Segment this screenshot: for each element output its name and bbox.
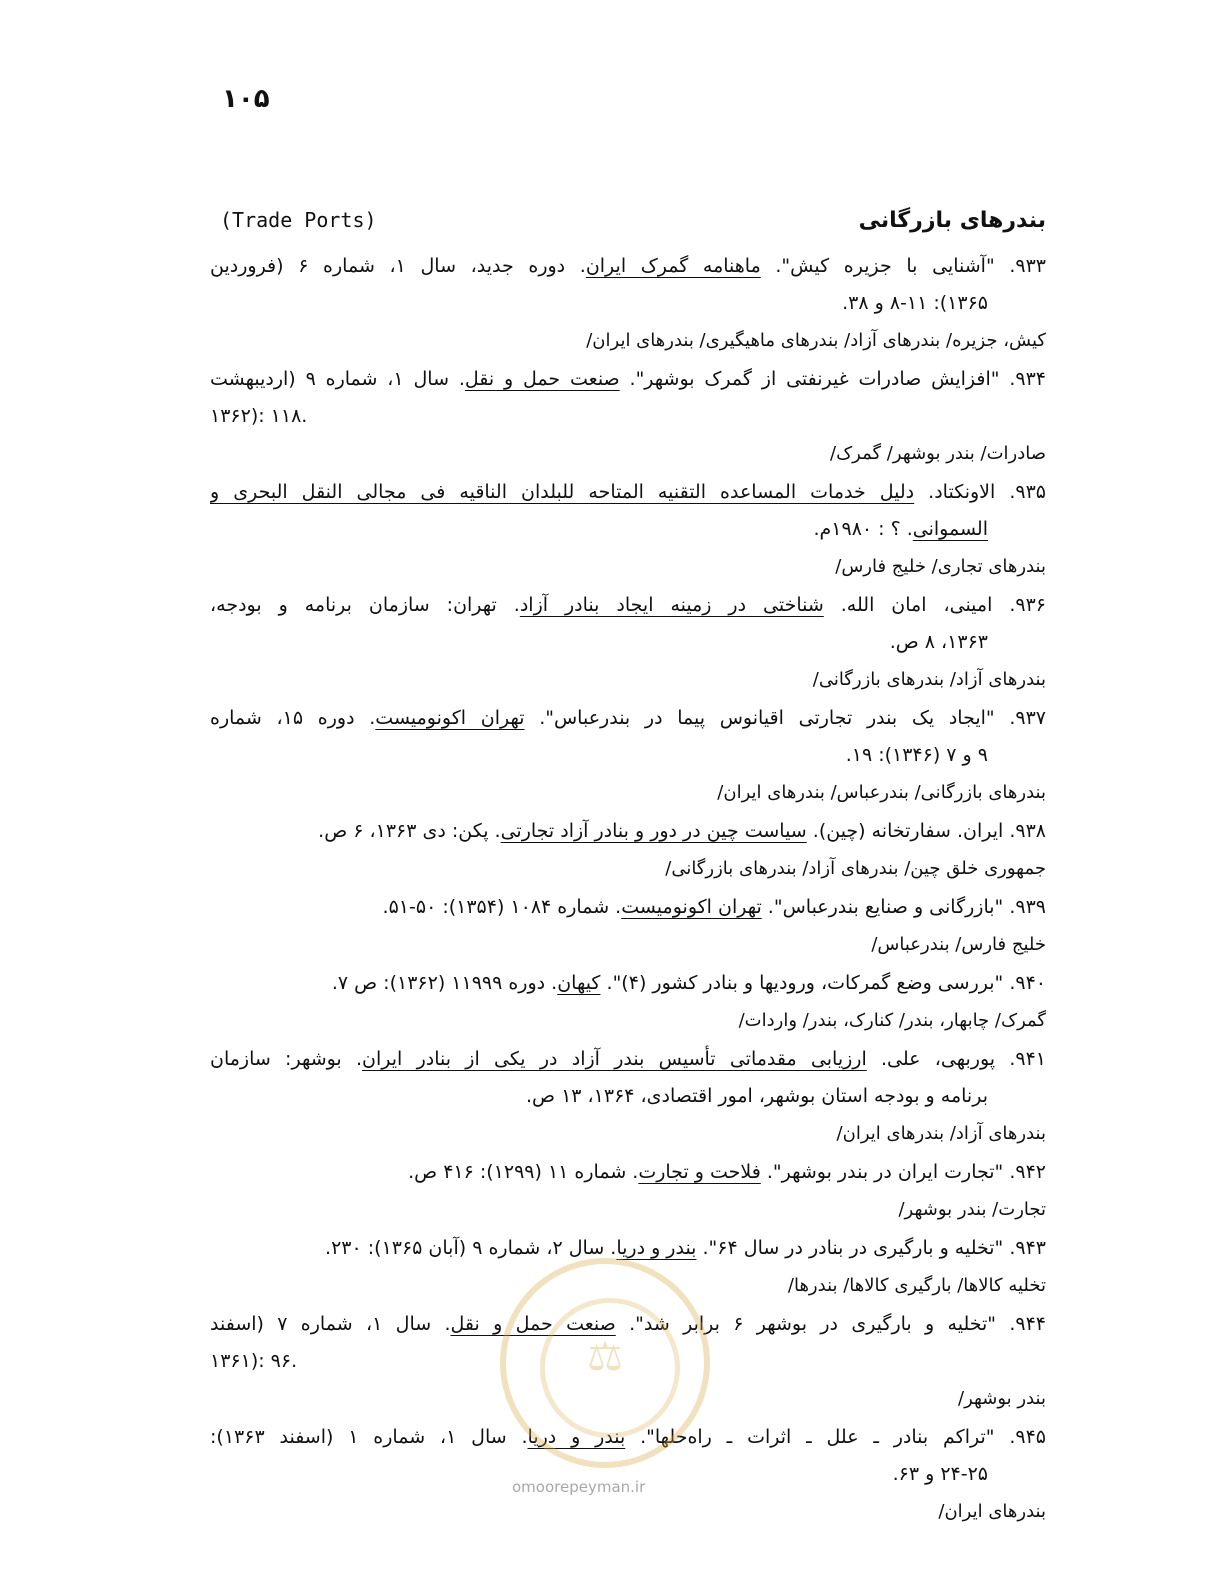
entry-subjects: بندرهای تجاری/ خلیج فارس/ [835, 556, 1046, 577]
entry-citation-line [210, 587, 1046, 624]
entry-text: . دوره جدید، سال ۱، شماره ۶ (فروردین [210, 255, 586, 277]
entry-subjects: بندر بوشهر/ [958, 1388, 1046, 1409]
entry-subjects: بندرهای بازرگانی/ بندرعباس/ بندرهای ایران/ [717, 782, 1046, 803]
entry-text: ۹۴۵. "تراکم بنادر ـ علل ـ اثرات ـ راه‌حلها". [625, 1426, 1046, 1448]
entry-subjects: جمهوری خلق چین/ بندرهای آزاد/ بندرهای بازرگانی/ [665, 858, 1046, 879]
section-title-fa: بندرهای بازرگانی [858, 208, 1046, 233]
bibliography-entry [210, 1154, 1046, 1228]
entry-citation-line [210, 1230, 1046, 1267]
entry-citation-line [210, 361, 1046, 398]
entry-text: ۹۳۸. ایران. سفارتخانه (چین). [806, 820, 1046, 842]
entry-subjects: بندرهای ایران/ [938, 1501, 1046, 1522]
bibliography-list [210, 248, 1046, 1532]
page-number: ۱۰۵ [222, 84, 270, 114]
entry-continuation-line [210, 624, 1046, 661]
bibliography-entry [210, 248, 1046, 359]
watermark-url: omoorepeyman.ir [512, 1478, 646, 1496]
entry-text: برنامه و بودجه استان بوشهر، امور اقتصادی، ۱۳۶۴، ۱۳ ص. [526, 1085, 988, 1107]
entry-text: ۹۳۶. امینی، امان الله. [823, 594, 1046, 616]
entry-text: . شماره ۱۰۸۴ (۱۳۵۴): ۵۰-۵۱. [382, 896, 622, 918]
entry-text: ۱۳۶۲): ۱۱۸. [210, 405, 308, 427]
entry-title: ماهنامه گمرک ایران [585, 255, 761, 277]
entry-citation-line [210, 965, 1046, 1002]
entry-title: تهران اکونومیست [375, 707, 525, 729]
entry-citation-line [210, 1154, 1046, 1191]
entry-title: بندر و دریا [527, 1426, 626, 1448]
entry-text: . تهران: سازمان برنامه و بودجه، [210, 594, 520, 616]
entry-citation-line [210, 474, 1046, 511]
entry-continuation-line [210, 511, 1046, 548]
entry-text: ۹۴۱. پوربهی، علی. [866, 1048, 1046, 1070]
bibliography-entry [210, 1230, 1046, 1304]
bibliography-entry [210, 700, 1046, 811]
entry-subjects: بندرهای آزاد/ بندرهای ایران/ [836, 1123, 1046, 1144]
entry-continuation-line [210, 398, 1046, 435]
entry-text: ۲۴-۲۵ و ۶۳. [892, 1463, 988, 1485]
entry-text: . بوشهر: سازمان [210, 1048, 363, 1070]
entry-text: ۹۴۲. "تجارت ایران در بندر بوشهر". [760, 1161, 1046, 1183]
bibliography-entry [210, 361, 1046, 472]
entry-continuation-line [210, 285, 1046, 322]
entry-title: ارزیابی مقدماتی تأسیس بندر آزاد در یکی از بنادر ایران [362, 1048, 867, 1070]
entry-text: ۹۴۳. "تخلیه و بارگیری در بنادر در سال ۶۴". [696, 1237, 1046, 1259]
entry-text: . ؟ : ۱۹۸۰م. [813, 518, 913, 540]
entry-title: صنعت حمل و نقل [450, 1313, 616, 1335]
entry-continuation-line [210, 1343, 1046, 1380]
entry-citation-line [210, 700, 1046, 737]
entry-citation-line [210, 248, 1046, 285]
entry-subjects: صادرات/ بندر بوشهر/ گمرک/ [830, 443, 1046, 464]
entry-title: کیهان [557, 972, 601, 994]
entry-continuation-line [210, 737, 1046, 774]
entry-title: بندر و دریا [616, 1237, 697, 1259]
entry-subjects: تخلیه کالاها/ بارگیری کالاها/ بندرها/ [787, 1275, 1046, 1296]
entry-text: ۱۳۶۱): ۹۶. [210, 1350, 298, 1372]
bibliography-entry [210, 965, 1046, 1039]
entry-text: . دوره ۱۱۹۹۹ (۱۳۶۲): ص ۷. [331, 972, 558, 994]
bibliography-entry [210, 474, 1046, 585]
entry-text: ۹۳۵. الاونکتاد. [914, 481, 1046, 503]
entry-title: السموانی [912, 518, 988, 540]
entry-text: ۹۳۷. "ایجاد یک بندر تجارتی اقیانوس پیما در بندرعباس". [524, 707, 1046, 729]
entry-text: . پکن: دی ۱۳۶۳، ۶ ص. [318, 820, 501, 842]
entry-text: ۹ و ۷ (۱۳۴۶): ۱۹. [845, 744, 988, 766]
entry-text: . دوره ۱۵، شماره [210, 707, 376, 729]
entry-subjects: بندرهای آزاد/ بندرهای بازرگانی/ [812, 669, 1046, 690]
entry-citation-line [210, 1041, 1046, 1078]
entry-text: . شماره ۱۱ (۱۲۹۹): ۴۱۶ ص. [408, 1161, 639, 1183]
entry-text: . سال ۲، شماره ۹ (آبان ۱۳۶۵): ۲۳۰. [325, 1237, 617, 1259]
bibliography-entry [210, 1306, 1046, 1417]
section-title-en: (Trade Ports) [220, 208, 377, 232]
entry-citation-line [210, 813, 1046, 850]
entry-text: ۱۳۶۳، ۸ ص. [889, 631, 988, 653]
bibliography-entry [210, 587, 1046, 698]
bibliography-entry [210, 889, 1046, 963]
entry-subjects: گمرک/ چابهار، بندر/ کنارک، بندر/ واردات/ [738, 1010, 1046, 1031]
entry-text: ۹۴۰. "بررسی وضع گمرکات، ورودیها و بنادر کشور (۴)". [600, 972, 1046, 994]
entry-title: سیاست چین در دور و بنادر آزاد تجارتی [500, 820, 807, 842]
entry-continuation-line [210, 1078, 1046, 1115]
entry-text: ۹۳۳. "آشنایی با جزیره کیش". [760, 255, 1046, 277]
entry-title: صنعت حمل و نقل [464, 368, 620, 390]
entry-text: ۱۳۶۵): ۸-۱۱ و ۳۸. [842, 292, 988, 314]
entry-citation-line [210, 889, 1046, 926]
entry-text: ۹۴۴. "تخلیه و بارگیری در بوشهر ۶ برابر شد". [615, 1313, 1046, 1335]
bibliography-entry [210, 1419, 1046, 1530]
entry-text: ۹۳۴. "افزایش صادرات غیرنفتی از گمرک بوشهر". [619, 368, 1046, 390]
entry-text: . سال ۱، شماره ۷ (اسفند [210, 1313, 451, 1335]
entry-text: . سال ۱، شماره ۹ (اردیبهشت [210, 368, 465, 390]
scales-icon: ⚖ [587, 1334, 623, 1380]
entry-title: فلاحت و تجارت [638, 1161, 761, 1183]
entry-title: شناختی در زمینه ایجاد بنادر آزاد [519, 594, 824, 616]
entry-subjects: کیش، جزیره/ بندرهای آزاد/ بندرهای ماهیگیری/ بندرهای ایران/ [586, 330, 1046, 351]
entry-title: دلیل خدمات المساعده التقنیه المتاحه للبلدان الناقیه فی مجالی النقل البحری و [210, 481, 915, 503]
entry-subjects: تجارت/ بندر بوشهر/ [898, 1199, 1046, 1220]
entry-subjects: خلیج فارس/ بندرعباس/ [871, 934, 1046, 955]
entry-text: ۹۳۹. "بازرگانی و صنایع بندرعباس". [761, 896, 1046, 918]
entry-citation-line [210, 1306, 1046, 1343]
bibliography-entry [210, 813, 1046, 887]
entry-title: تهران اکونومیست [621, 896, 762, 918]
entry-text: . سال ۱، شماره ۱ (اسفند ۱۳۶۳): [210, 1426, 528, 1448]
entry-citation-line [210, 1419, 1046, 1456]
bibliography-entry [210, 1041, 1046, 1152]
